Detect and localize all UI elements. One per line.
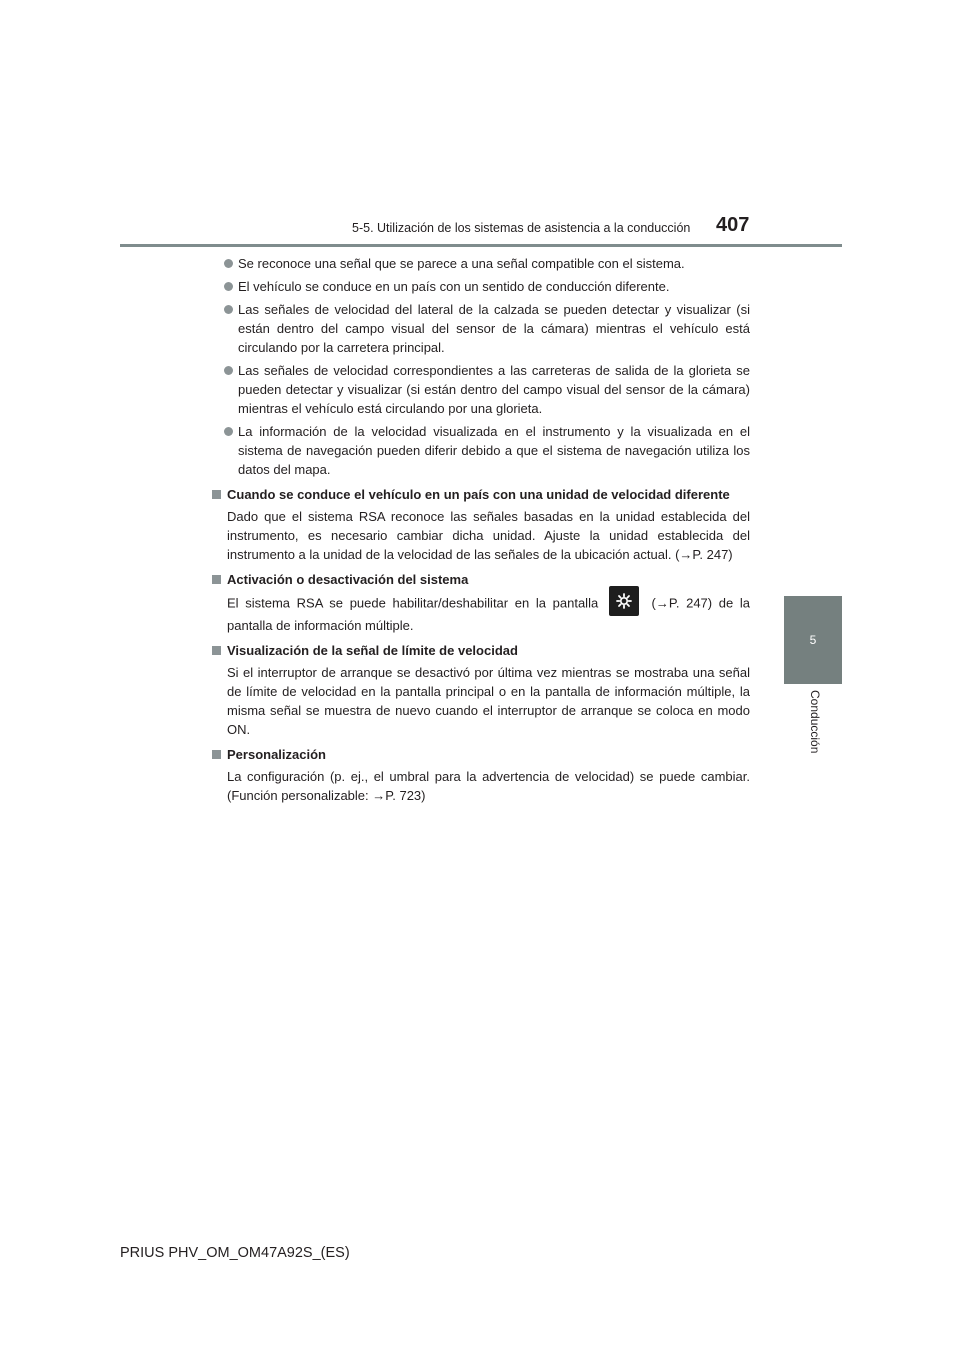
- bullet-icon: [224, 305, 233, 314]
- section-body: Dado que el sistema RSA reconoce las señales basadas en la unidad establecida del instrumento, es necesario cambiar dicha unidad. Ajuste la unidad establecida del instrumento a la unidad de la velocidad de las señales de la ubicación actual. (→P. 247): [227, 509, 750, 562]
- section-heading-text: Cuando se conduce el vehículo en un país con una unidad de velocidad diferente: [227, 487, 730, 502]
- header-section-title: 5-5. Utilización de los sistemas de asistencia a la conducción: [352, 221, 691, 235]
- section-activation: [210, 570, 750, 635]
- bullet-icon: [224, 259, 233, 268]
- page-number: 407: [716, 214, 750, 236]
- settings-gear-icon: [609, 586, 639, 616]
- section-display: [210, 641, 750, 739]
- list-item: [210, 361, 750, 418]
- list-item-text: Las señales de velocidad correspondientes a las carreteras de salida de la glorieta se pueden detectar y visualizar (si están dentro del campo visual del sensor de la cámara) mientras el vehículo está circulando por una glorieta.: [238, 363, 750, 416]
- bullet-icon: [224, 282, 233, 291]
- bullet-icon: [224, 427, 233, 436]
- list-item: [210, 300, 750, 357]
- list-item-text: El vehículo se conduce en un país con un sentido de conducción diferente.: [238, 279, 670, 294]
- list-item: [210, 277, 750, 296]
- footer-doc-code: PRIUS PHV_OM_OM47A92S_(ES): [120, 1245, 350, 1261]
- section-heading-text: Activación o desactivación del sistema: [227, 572, 469, 587]
- bullet-icon: [224, 366, 233, 375]
- list-item-text: Las señales de velocidad del lateral de la calzada se pueden detectar y visualizar (si están dentro del campo visual del sensor de la cámara) mientras el vehículo está circulando por la carretera principal.: [238, 302, 750, 355]
- list-item: [210, 254, 750, 273]
- square-bullet-icon: [212, 490, 221, 499]
- section-body: [210, 592, 750, 635]
- square-bullet-icon: [212, 575, 221, 584]
- list-item-text: La información de la velocidad visualizada en el instrumento y la visualizada en el sistema de navegación pueden diferir debido a que el sistema de navegación utiliza los datos del mapa.: [238, 424, 750, 477]
- section-heading: [210, 641, 750, 660]
- section-heading-text: Personalización: [227, 747, 326, 762]
- page-content: [210, 254, 750, 809]
- chapter-number: 5: [809, 633, 817, 647]
- header-divider: [120, 244, 842, 247]
- section-customization: [210, 745, 750, 805]
- section-heading: [210, 745, 750, 764]
- section-body-text: El sistema RSA se puede habilitar/deshabilitar en la pantalla: [227, 595, 599, 611]
- list-item-text: Se reconoce una señal que se parece a una señal compatible con el sistema.: [238, 256, 685, 271]
- square-bullet-icon: [212, 750, 221, 759]
- section-body: La configuración (p. ej., el umbral para la advertencia de velocidad) se puede cambiar. (Función personalizable: →P. 723): [227, 769, 750, 803]
- section-body-text: (→P. 247) de la pantalla de información múltiple.: [227, 595, 750, 633]
- section-speed-unit: [210, 485, 750, 564]
- square-bullet-icon: [212, 646, 221, 655]
- section-heading-text: Visualización de la señal de límite de velocidad: [227, 643, 518, 658]
- section-heading: [210, 570, 750, 589]
- section-heading: [210, 485, 750, 504]
- list-item: [210, 422, 750, 479]
- section-body: Si el interruptor de arranque se desactivó por última vez mientras se mostraba una señal de límite de velocidad en la pantalla principal o en la pantalla de información múltiple, la misma señal se muestra de nuevo cuando el interruptor de arranque se coloca en modo ON.: [227, 665, 750, 737]
- chapter-label: Conducción: [808, 690, 822, 754]
- chapter-tab: [784, 596, 842, 684]
